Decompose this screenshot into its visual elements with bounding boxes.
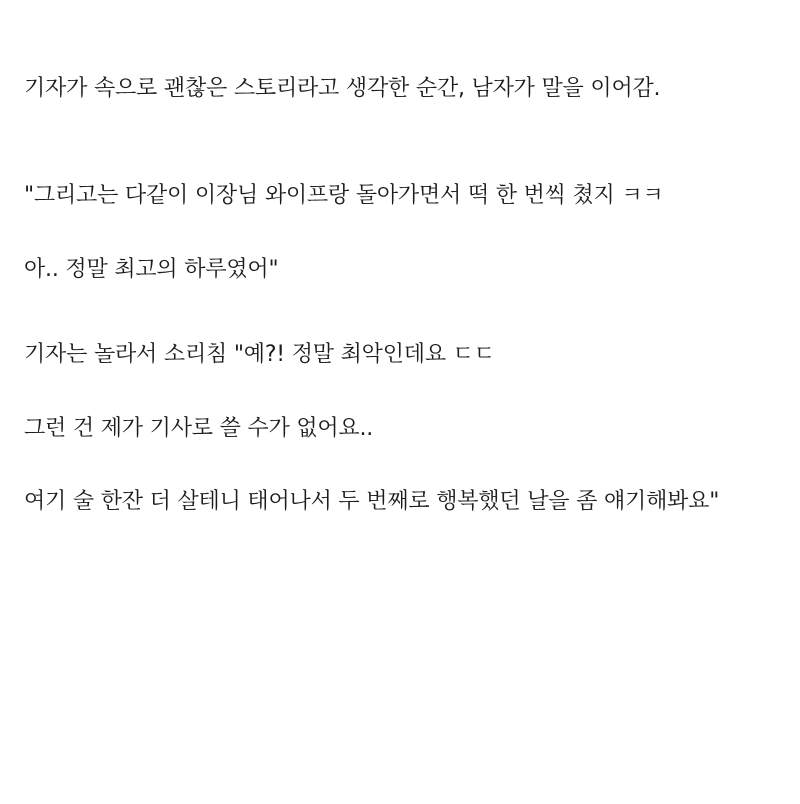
paragraph-spacer [24,445,776,485]
paragraph-1: 기자가 속으로 괜찮은 스토리라고 생각한 순간, 남자가 말을 이어감. [24,76,661,101]
paragraph-spacer [24,213,776,253]
paragraph-spacer [24,286,776,338]
paragraph-spacer [24,372,776,412]
paragraph-2: "그리고는 다같이 이장님 와이프랑 돌아가면서 떡 한 번씩 쳤지 ㅋㅋ [24,183,664,209]
paragraph-spacer [24,105,776,179]
paragraph-4: 기자는 놀라서 소리침 "예?! 정말 최악인데요 ㄷㄷ [24,342,495,368]
paragraph-3: 아.. 정말 최고의 하루였어" [24,256,279,282]
paragraph-6: 여기 술 한잔 더 살테니 태어나서 두 번째로 행복했던 날을 좀 얘기해봐요" [24,489,720,515]
paragraph-5: 그런 건 제가 기사로 쓸 수가 없어요.. [24,415,374,441]
